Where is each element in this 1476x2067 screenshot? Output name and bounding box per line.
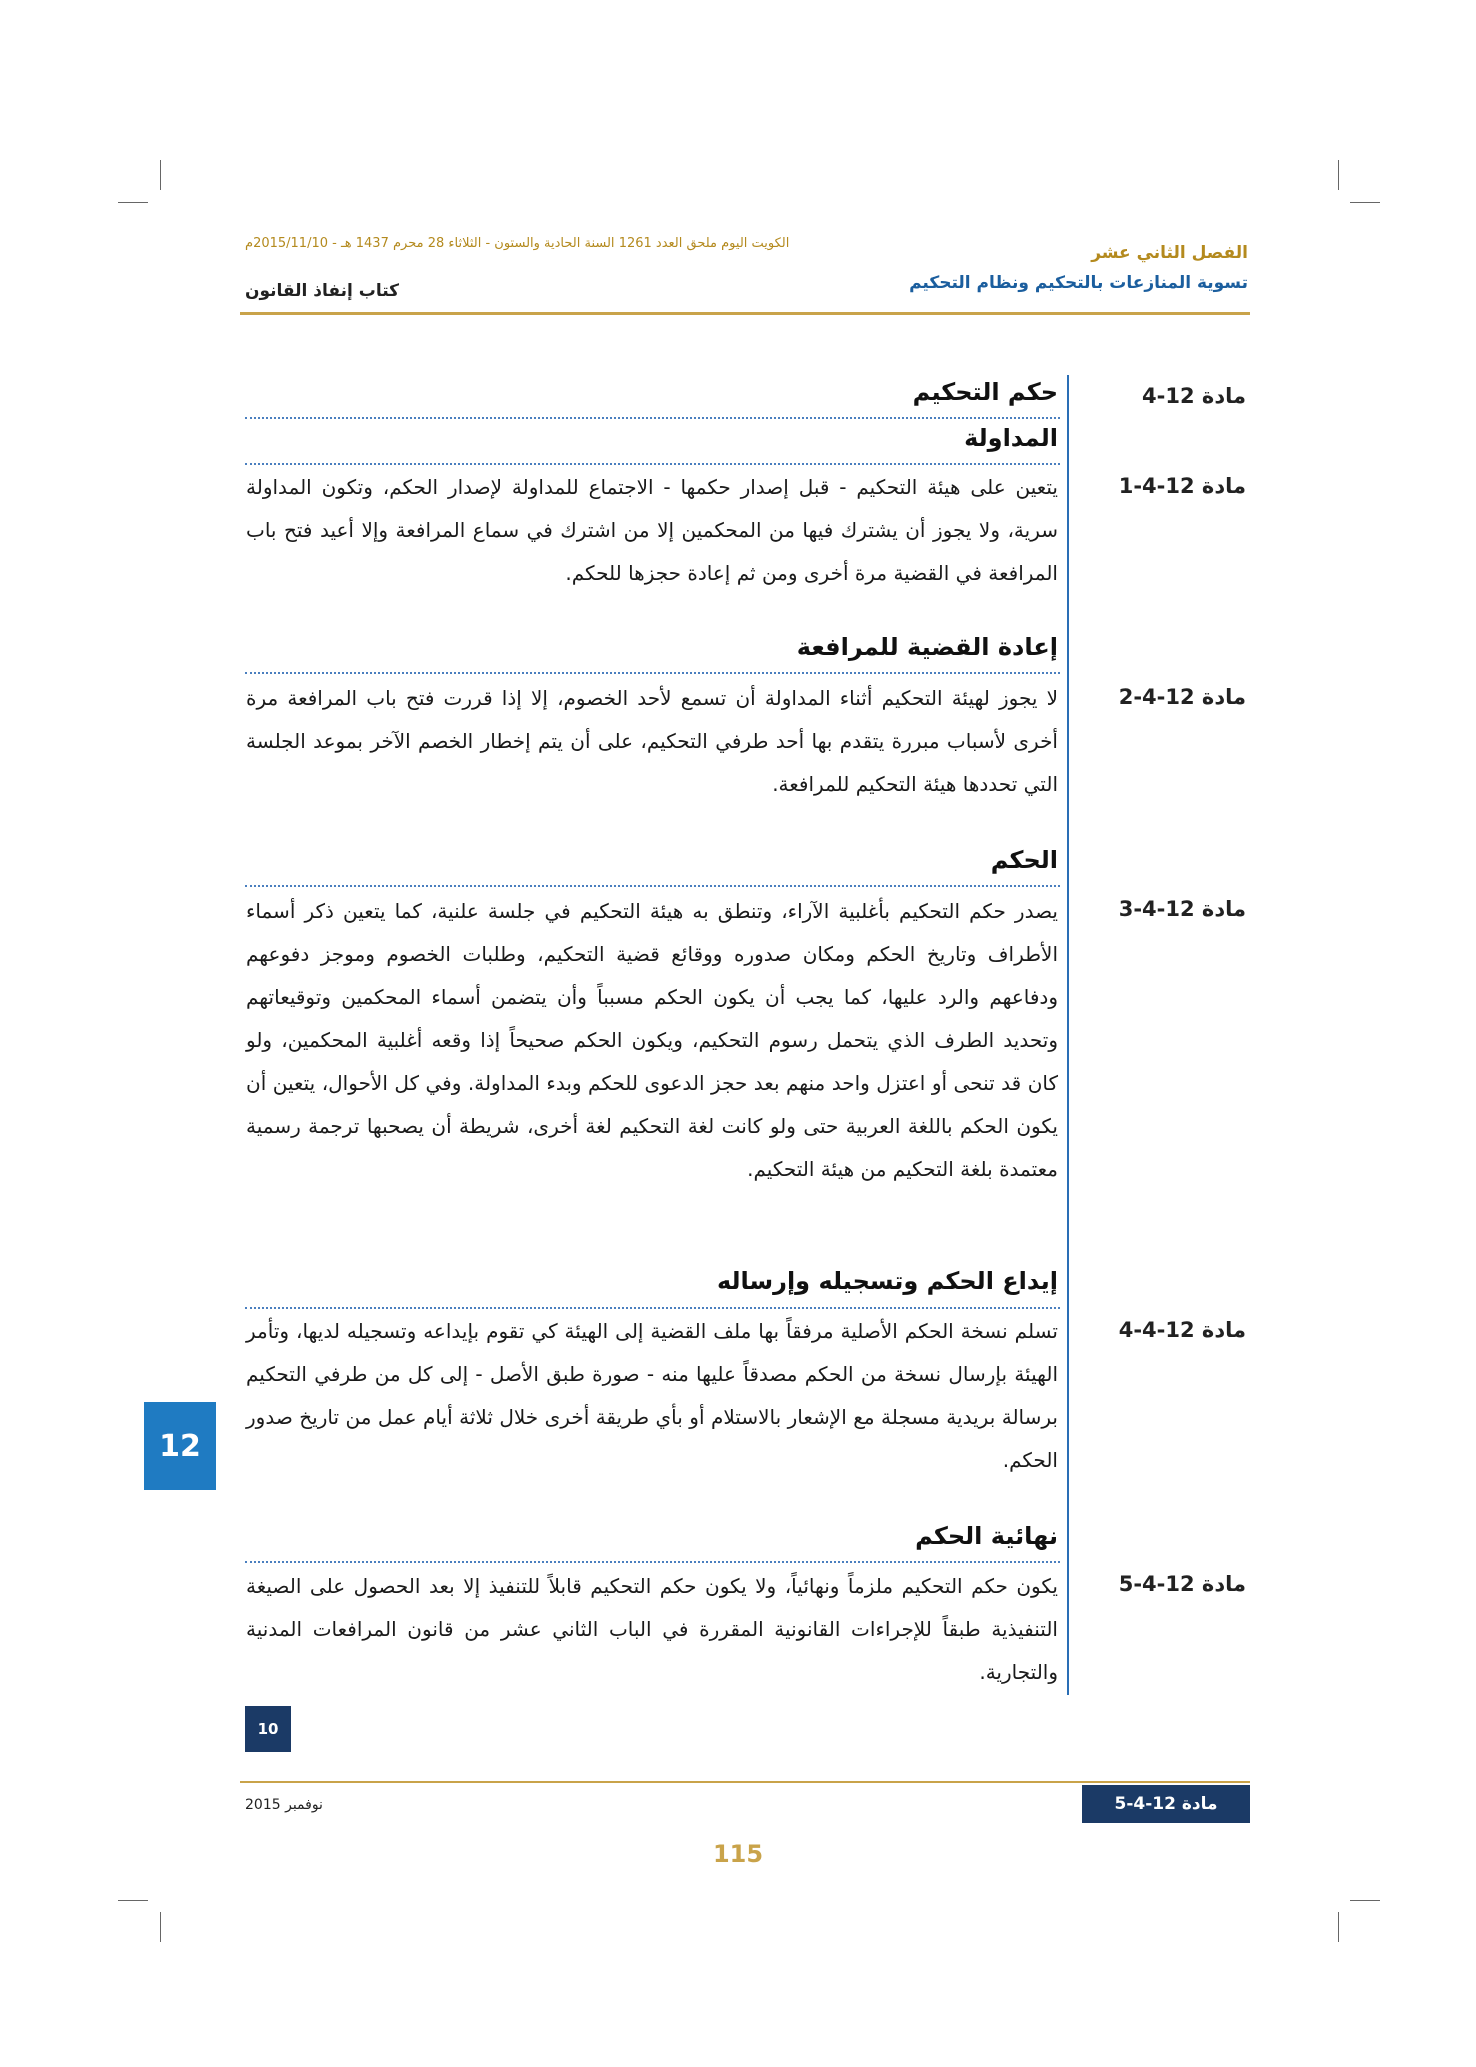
crop-mark <box>1350 202 1380 203</box>
article-text: يتعين على هيئة التحكيم - قبل إصدار حكمها - الاجتماع للمداولة لإصدار الحكم، وتكون المداولة سرية، ولا يجوز أن يشترك فيها من المحكمين إلا من اشترك في سماع المرافعة وإلا أعيد فتح باب المرافعة في القضية مرة أخرى ومن ثم إعادة حجزها للحكم. <box>246 475 1058 585</box>
crop-mark <box>1350 1900 1380 1901</box>
crop-mark <box>160 1912 161 1942</box>
article-number: مادة 12-4-5 <box>1118 1572 1246 1596</box>
crop-mark <box>1338 1912 1339 1942</box>
article-title: نهائية الحكم <box>915 1522 1058 1550</box>
article-title: المداولة <box>964 424 1058 452</box>
crop-mark <box>1338 160 1339 190</box>
article-number: مادة 12-4-3 <box>1118 897 1246 921</box>
article-title: إيداع الحكم وتسجيله وإرساله <box>716 1267 1058 1295</box>
dotted-separator <box>245 1561 1060 1563</box>
article-text: لا يجوز لهيئة التحكيم أثناء المداولة أن تسمع لأحد الخصوم، إلا إذا قررت فتح باب المرافعة مرة أخرى لأسباب مبررة يتقدم بها أحد طرفي التحكيم، على أن يتم إخطار الخصم الآخر بموعد الجلسة التي تحددها هيئة التحكيم للمرافعة. <box>246 686 1058 796</box>
article-text: تسلم نسخة الحكم الأصلية مرفقاً بها ملف القضية إلى الهيئة كي تقوم بإيداعه وتسجيله لديها، وتأمر الهيئة بإرسال نسخة من الحكم مصدقاً عليها منه - صورة طبق الأصل - إلى كل من طرفي التحكيم برسالة بريدية مسجلة مع الإشعار بالاستلام أو بأي طريقة أخرى خلال ثلاثة أيام عمل من تاريخ صدور الحكم. <box>246 1319 1058 1472</box>
column-divider <box>1067 375 1069 1695</box>
crop-mark <box>118 1900 148 1901</box>
dotted-separator <box>245 1307 1060 1309</box>
main-article-number: مادة 12-4 <box>1142 384 1246 408</box>
article-number: مادة 12-4-4 <box>1118 1318 1246 1342</box>
gazette-info: الكويت اليوم ملحق العدد 1261 السنة الحادية والستون - الثلاثاء 28 محرم 1437 هـ - 2015/11/10م <box>245 236 790 251</box>
header-divider <box>240 312 1250 315</box>
footer-date: نوفمبر 2015 <box>245 1797 323 1813</box>
crop-mark <box>160 160 161 190</box>
page-number: 115 <box>712 1840 764 1868</box>
dotted-separator <box>245 417 1060 419</box>
main-article-title: حكم التحكيم <box>912 378 1058 406</box>
footer-divider <box>240 1781 1250 1783</box>
article-title: الحكم <box>990 846 1058 874</box>
footer-article-tab: مادة 12-4-5 <box>1082 1785 1250 1823</box>
dotted-separator <box>245 885 1060 887</box>
crop-mark <box>118 202 148 203</box>
chapter-side-tab: 12 <box>144 1402 216 1490</box>
dotted-separator <box>245 672 1060 674</box>
article-text: يكون حكم التحكيم ملزماً ونهائياً، ولا يكون حكم التحكيم قابلاً للتنفيذ إلا بعد الحصول على الصيغة التنفيذية طبقاً للإجراءات القانونية المقررة في الباب الثاني عشر من قانون المرافعات المدنية والتجارية. <box>246 1574 1058 1684</box>
dotted-separator <box>245 463 1060 465</box>
book-title: كتاب إنفاذ القانون <box>245 281 400 301</box>
article-number: مادة 12-4-2 <box>1118 685 1246 709</box>
article-title: إعادة القضية للمرافعة <box>796 633 1058 661</box>
chapter-title: الفصل الثاني عشر <box>1091 243 1248 263</box>
page-marker-box: 10 <box>245 1706 291 1752</box>
article-number: مادة 12-4-1 <box>1118 474 1246 498</box>
article-text: يصدر حكم التحكيم بأغلبية الآراء، وتنطق به هيئة التحكيم في جلسة علنية، كما يتعين ذكر أسماء الأطراف وتاريخ الحكم ومكان صدوره ووقائع قضية التحكيم، وطلبات الخصوم وموجز دفوعهم ودفاعهم والرد عليها، كما يجب أن يكون الحكم مسبباً وأن يتضمن أسماء المحكمين وتوقيعاتهم وتحديد الطرف الذي يتحمل رسوم التحكيم، ويكون الحكم صحيحاً إذا وقعه أغلبية المحكمين، ولو كان قد تنحى أو اعتزل واحد منهم بعد حجز الدعوى للحكم وبدء المداولة. وفي كل الأحوال، يتعين أن يكون الحكم باللغة العربية حتى ولو كانت لغة التحكيم لغة أخرى، شريطة أن يصحبها ترجمة رسمية معتمدة بلغة التحكيم من هيئة التحكيم. <box>246 899 1058 1181</box>
chapter-subtitle: تسوية المنازعات بالتحكيم ونظام التحكيم <box>909 273 1248 293</box>
